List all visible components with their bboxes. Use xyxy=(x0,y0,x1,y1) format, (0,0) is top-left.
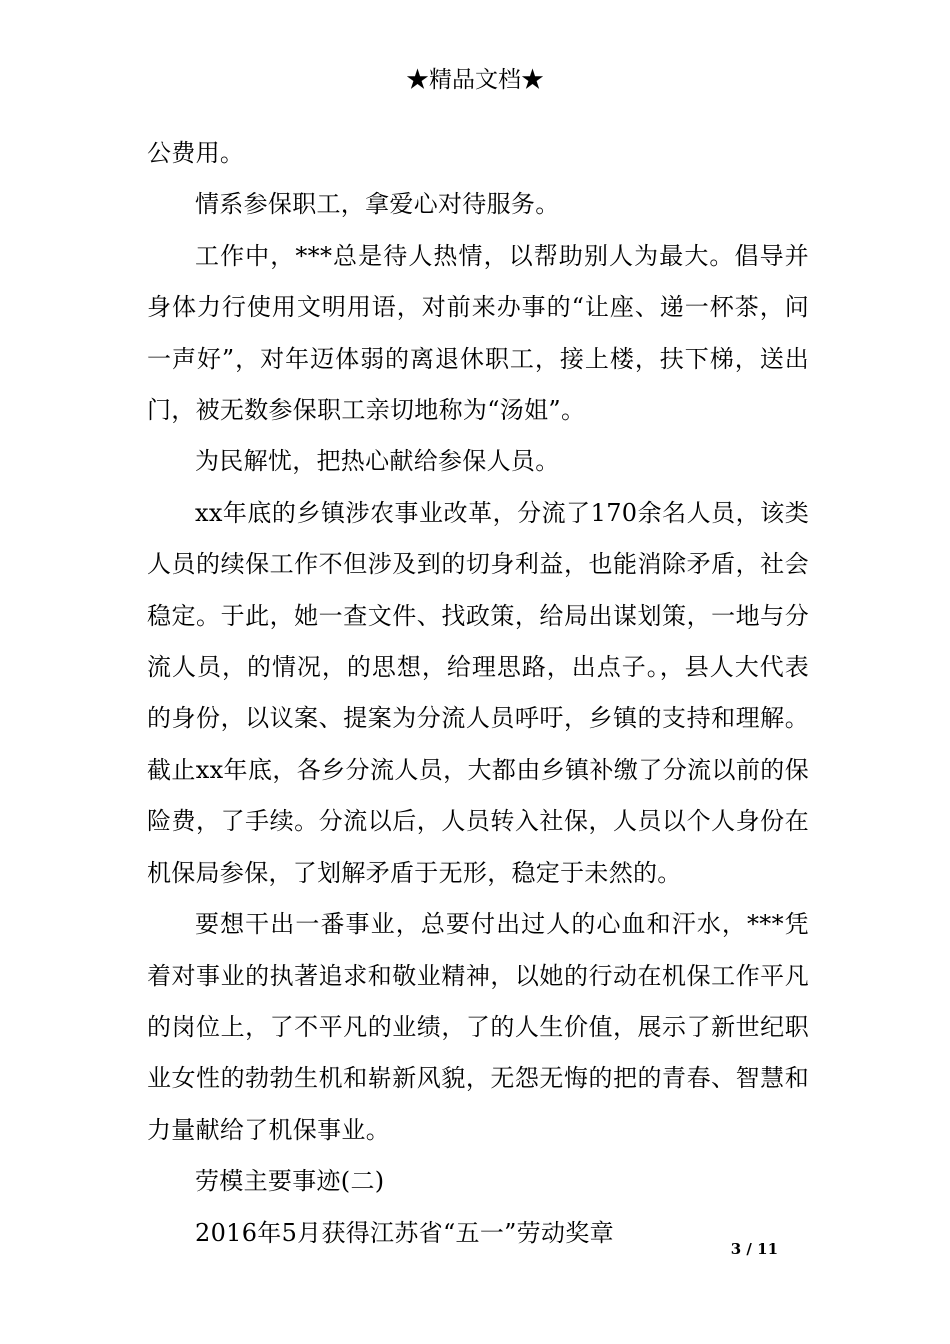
page-number: 3 / 11 xyxy=(730,1240,778,1258)
paragraph: 公费用。 xyxy=(147,139,245,167)
document-header-title: ★精品文档★ xyxy=(406,67,544,93)
document-body xyxy=(147,128,809,1259)
section-heading: 劳模主要事迹(二) xyxy=(195,1167,385,1196)
paragraph: 工作中，***总是待人热情，以帮助别人为最大。倡导并身体力行使用文明用语，对前来办事的“让座、递一杯茶，问一声好”，对年迈体弱的离退休职工，接上楼，扶下梯，送出门，被无数参保职工亲切地称为“汤姐”。 xyxy=(147,241,809,425)
paragraph: 要想干出一番事业，总要付出过人的心血和汗水，***凭着对事业的执著追求和敬业精神，以她的行动在机保工作平凡的岗位上，了不平凡的业绩，了的人生价值，展示了新世纪职业女性的勃勃生机和崭新风貌，无怨无悔的把的青春、智慧和力量献给了机保事业。 xyxy=(147,910,809,1144)
paragraph: xx年底的乡镇涉农事业改革，分流了170余名人员，该类人员的续保工作不但涉及到的切身利益，也能消除矛盾，社会稳定。于此，她一查文件、找政策，给局出谋划策，一地与分流人员，的情况，的思想，给理思路，出点子。，县人大代表的身份，以议案、提案为分流人员呼吁，乡镇的支持和理解。截止xx年底，各乡分流人员，大都由乡镇补缴了分流以前的保险费，了手续。分流以后，人员转入社保，人员以个人身份在机保局参保，了划解矛盾于无形，稳定于未然的。 xyxy=(147,498,809,887)
paragraph: 为民解忧，把热心献给参保人员。 xyxy=(195,447,560,476)
paragraph: 2016年5月获得江苏省“五一”劳动奖章 xyxy=(195,1218,614,1247)
paragraph: 情系参保职工，拿爱心对待服务。 xyxy=(195,190,560,219)
